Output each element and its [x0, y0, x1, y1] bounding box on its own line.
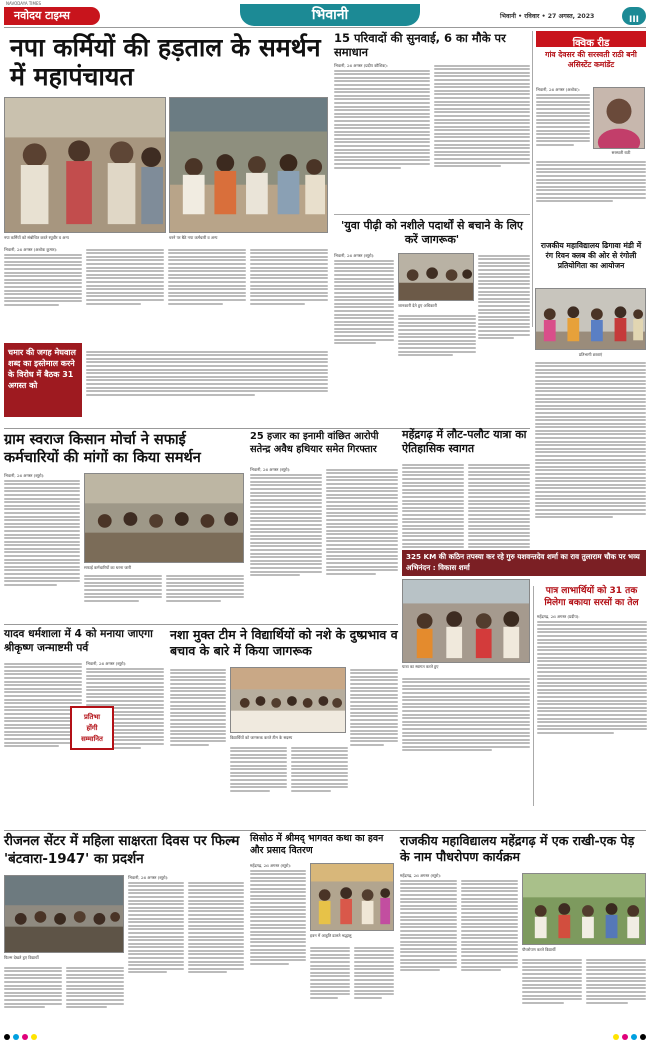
literacy-story — [4, 833, 244, 1033]
lead-story — [4, 31, 328, 390]
paper-name-badge — [4, 7, 100, 25]
literacy-body-left — [4, 965, 124, 1010]
lead-photo-left — [4, 97, 166, 233]
paper-name: नवोदय टाइम्स — [14, 9, 70, 22]
gram-swaraj-body-2 — [84, 573, 244, 603]
literacy-photo — [4, 875, 124, 953]
yatra-body — [402, 462, 530, 561]
rakhi-body-right — [522, 957, 646, 1005]
divider-3 — [4, 830, 646, 831]
gram-swaraj-photo — [84, 473, 244, 563]
literacy-headline: रीजनल सेंटर में महिला साक्षरता दिवस पर फिल्म 'बंटवारा-1947' का प्रदर्शन — [4, 834, 240, 867]
yatra-photo — [402, 579, 530, 663]
yatra-highlight: 325 KM की कठिन तपस्या कर रहे गुरु यशवन्तदेव शर्मा का राव तुलाराम चौक पर भव्य अभिनंदन : विकास शर्मा — [406, 552, 640, 572]
literacy-dateline: भिवानी, 26 अगस्त (ब्यूरो): — [128, 875, 169, 880]
date-line: भिवानी • रविवार • 27 अगस्त, 2023 — [500, 13, 595, 20]
sidebar-box — [4, 343, 82, 417]
story-15-dateline: भिवानी, 26 अगस्त (प्रदीप कौशिक): — [334, 63, 389, 68]
lead-continued-body — [86, 349, 328, 397]
registration-strip — [4, 1034, 646, 1040]
bhagwat-headline: सिसोठ में श्रीमद् भागवत कथा का हवन और प्रसाद वितरण — [250, 833, 384, 856]
students-dateline: महेंद्रगढ़, 26 अगस्त (प्रदीप): — [537, 614, 580, 619]
lead-caption-left: नपा कर्मियों को संबोधित करते रघुवीर व अन्य — [4, 235, 69, 240]
yatra-body-2 — [402, 676, 530, 753]
janmashtami-headline: यादव धर्मशाला में 4 को मनाया जाएगा श्रीकृष्ण जन्माष्टमी पर्व — [4, 628, 153, 654]
pratibha-badge-line3: सम्मानित — [81, 735, 103, 743]
lead-dateline: भिवानी, 26 अगस्त (अशोक कुमार): — [4, 247, 58, 252]
rakhi-body-left — [400, 873, 518, 973]
bhagwat-dateline: महेंद्रगढ़, 26 अगस्त (ब्यूरो): — [250, 863, 292, 868]
story-15-headline: 15 परिवादों की सुनवाई, 6 का मौके पर समाधान — [334, 31, 506, 59]
story-15-body — [334, 63, 530, 170]
yatra-highlight-box — [402, 550, 646, 576]
bhagwat-story — [250, 833, 394, 1033]
gram-swaraj-caption: सफाई कर्मचारियों का धरना जारी — [84, 565, 132, 570]
page-number-badge — [622, 7, 646, 25]
page-number: III — [628, 15, 640, 25]
drugfree-photo — [230, 667, 346, 733]
janmashtami-dateline: भिवानी, 26 अगस्त (ब्यूरो): — [86, 661, 127, 666]
rakhi-story — [400, 833, 646, 1033]
sidebar-box-text: चमार की जगह मेघवाल शब्द का इस्तेमाल करने के विरोध में बैठक 31 अगस्त को — [8, 348, 76, 390]
pratibha-badge-line1: प्रतिभा — [83, 713, 101, 721]
drugfree-story — [170, 627, 398, 827]
bhagwat-caption: हवन में आहुति डालते श्रद्धालु — [310, 933, 352, 938]
rangoli-caption: प्रतिभागी छात्राएं — [578, 352, 603, 357]
rakhi-dateline: महेंद्रगढ़, 26 अगस्त (ब्यूरो): — [400, 873, 442, 878]
section-badge — [240, 4, 420, 26]
quick-read-body-2 — [536, 159, 646, 204]
lead-caption-right: धरने पर बैठे नपा कर्मचारी व अन्य — [169, 235, 218, 240]
masthead-divider — [4, 27, 646, 28]
drugfree-headline: नशा मुक्त टीम ने विद्यार्थियों को नशे के दुष्प्रभाव व बचाव के बारे में किया जागरूक — [170, 627, 398, 658]
drugfree-body-bottom — [230, 745, 348, 793]
youth-body-right — [478, 253, 530, 341]
top-small-line: NAVODAYA TIMES — [6, 1, 42, 6]
reward-body — [250, 467, 398, 578]
lead-photo-right — [169, 97, 328, 233]
youth-dateline: भिवानी, 26 अगस्त (ब्यूरो): — [334, 253, 375, 258]
yatra-headline: महेंद्रगढ़ में लौट-पलौट यात्रा का ऐतिहासिक स्वागत — [402, 428, 527, 455]
section-title: भिवानी — [311, 7, 349, 23]
quick-read-headline: गांव देवसर की सरस्वती राठी बनी असिस्टेंट कमांडेंट — [545, 50, 637, 69]
reward-headline: 25 हजार का इनामी वांछित आरोपी सतेन्द्र अवैध हथियार समेत गिरफ्तार — [250, 431, 379, 455]
youth-body-left — [334, 253, 394, 346]
bhagwat-body-left — [250, 863, 306, 967]
story-15-complaints — [334, 31, 530, 211]
bhagwat-body-right — [310, 945, 394, 1001]
quick-read-dateline: भिवानी, 26 अगस्त (अशोक): — [536, 87, 581, 92]
pratibha-badge-line2: होंगी — [86, 724, 98, 732]
rangoli-body — [535, 360, 646, 520]
divider-2 — [4, 624, 398, 625]
rangoli-photo — [535, 288, 646, 350]
reward-dateline: भिवानी, 26 अगस्त (ब्यूरो): — [250, 467, 291, 472]
literacy-body-right — [128, 875, 244, 975]
quick-read-photo — [593, 87, 645, 149]
gram-swaraj-story — [4, 431, 244, 621]
drugfree-body-right — [350, 667, 398, 748]
youth-story — [334, 214, 530, 374]
lead-body-columns — [4, 247, 328, 308]
students-body — [537, 614, 647, 736]
drugfree-caption: विद्यार्थियों को जागरूक करते टीम के सदस्य — [230, 735, 293, 740]
youth-headline: 'युवा पीढ़ी को नशीले पदार्थों से बचाने के लिए करें जागरूक' — [341, 219, 523, 246]
pratibha-badge — [70, 706, 114, 750]
quick-read-label: क्विक रीड — [572, 38, 610, 49]
quick-read-label-box — [536, 31, 646, 47]
yatra-caption: यात्रा का स्वागत करते हुए — [402, 664, 439, 669]
youth-caption: जानकारी देते हुए अधिकारी — [398, 303, 437, 308]
rangoli-headline: राजकीय महाविद्यालय ढिगावा मंडी में रंग रिवन क्लब की ओर से रंगोली प्रतियोगिता का आयोजन — [540, 241, 642, 270]
gram-swaraj-body — [4, 473, 80, 587]
rakhi-caption: पौधरोपण करते विद्यार्थी — [522, 947, 556, 952]
quick-read-photo-caption: सरस्वती राठी — [611, 150, 631, 155]
youth-body-bottom — [398, 313, 476, 358]
quick-read-body — [536, 87, 590, 148]
gram-swaraj-headline: ग्राम स्वराज किसान मोर्चा ने सफाई कर्मचारियों की मांगों का किया समर्थन — [4, 432, 201, 466]
reward-story — [250, 431, 398, 621]
rakhi-headline: राजकीय महाविद्यालय महेंद्रगढ़ में एक राखी-एक पेड़ के नाम पौधरोपण कार्यक्रम — [400, 833, 635, 864]
students-story — [533, 586, 646, 806]
students-headline: पात्र लाभार्थियों को 31 तक मिलेगा बकाया सरसों का तेल — [544, 586, 639, 608]
lead-headline: नपा कर्मियों की हड़ताल के समर्थन में महापंचायत — [10, 33, 321, 91]
bhagwat-photo — [310, 863, 394, 931]
quick-read-column — [532, 31, 646, 327]
drugfree-body — [170, 667, 226, 748]
gram-swaraj-dateline: भिवानी, 26 अगस्त (ब्यूरो): — [4, 473, 45, 478]
masthead — [0, 0, 650, 28]
lead-body — [4, 247, 328, 343]
literacy-caption: फिल्म देखते हुए विद्यार्थी — [4, 955, 39, 960]
youth-photo — [398, 253, 474, 301]
rakhi-photo — [522, 873, 646, 945]
